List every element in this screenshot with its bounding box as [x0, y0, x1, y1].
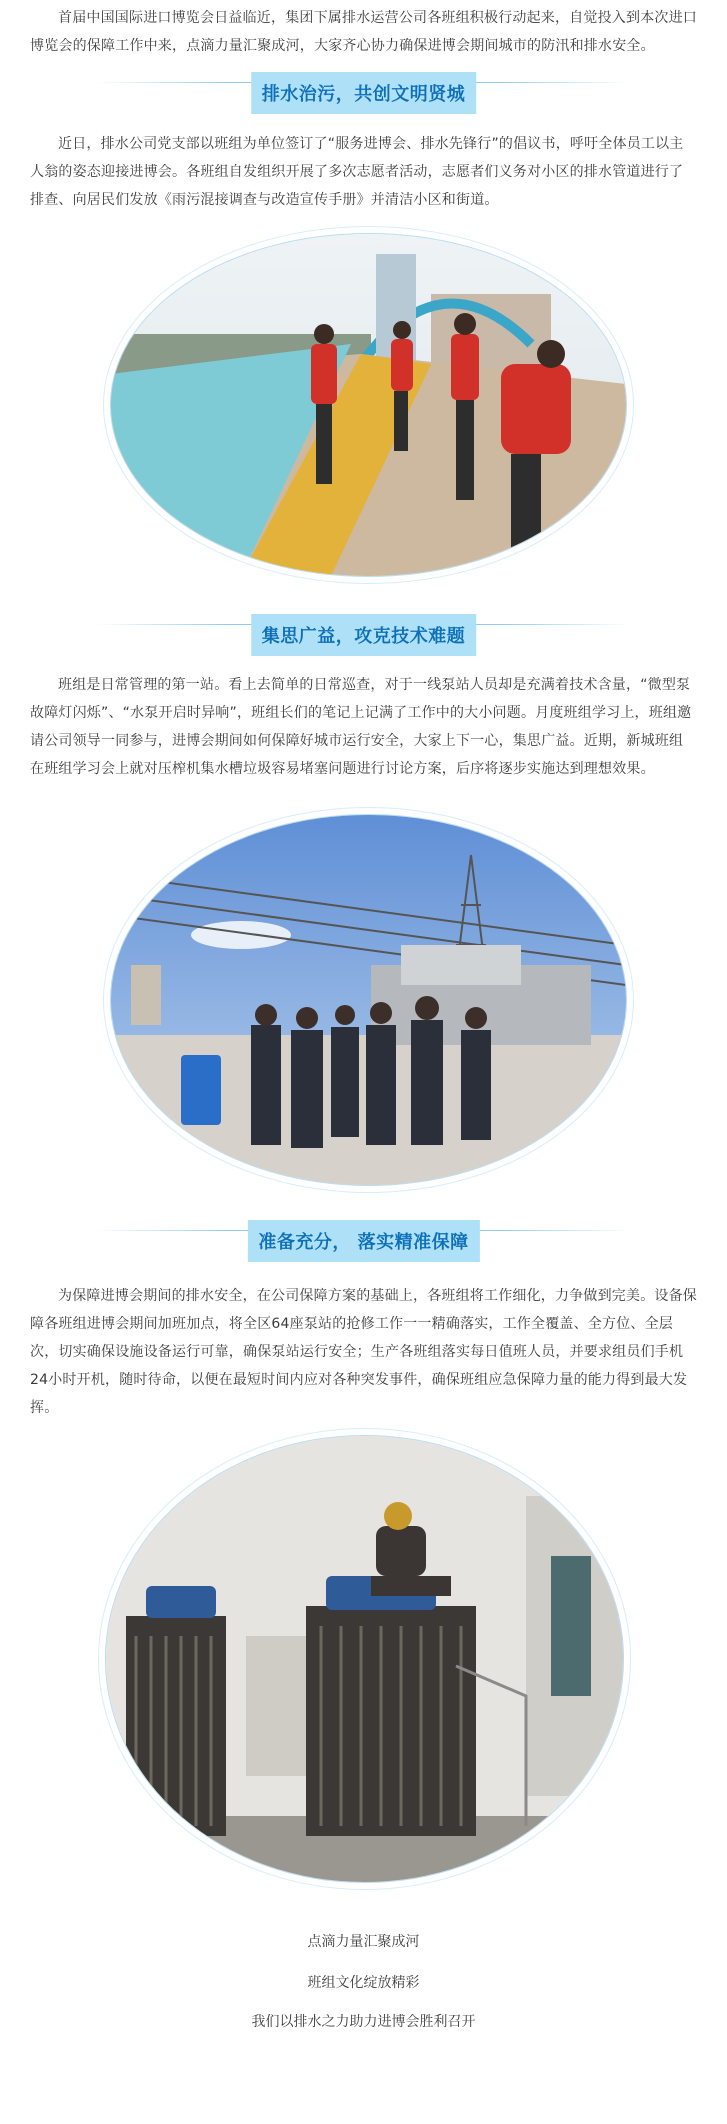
pump-station-repair-photo [105, 1435, 624, 1883]
volunteer-cleaning-photo [110, 233, 627, 577]
team-inspection-photo [110, 814, 627, 1186]
section-paragraph: 为保障进博会期间的排水安全，在公司保障方案的基础上，各班组将工作细化，力争做到完美。设备保障各班组进博会期间加班加点，将全区64座泵站的抢修工作一一精确落实，工作全覆盖、全方位、全层次，切实确保设施设备运行可靠，确保泵站运行安全；生产各班组落实每日值班人员，并要求组员们手机24小时开机，随时待命，以便在最短时间内应对各种突发事件，确保班组应急保障力量的能力得到最大发挥。 [30, 1288, 697, 1416]
section-paragraph: 班组是日常管理的第一站。看上去简单的日常巡查，对于一线泵站人员却是充满着技术含量，“微型泵故障灯闪烁”、“水泵开启时异响”，班组长们的笔记上记满了工作中的大小问题。月度班组学习上，班组邀请公司领导一同参与，进博会期间如何保障好城市运行安全，大家上下一心，集思广益。近期，新城班组在班组学习会上就对压榨机集水槽垃圾容易堵塞问题进行讨论方案，后序将逐步实施达到理想效果。 [30, 677, 692, 777]
closing-line-2: 班组文化绽放精彩 [307, 1975, 420, 1991]
section-title: 集思广益，攻克技术难题 [251, 614, 477, 656]
section-header-1 [96, 70, 631, 130]
section-title: 准备充分， 落实精准保障 [247, 1220, 479, 1262]
section-header-2 [96, 612, 631, 672]
section-title: 排水治污，共创文明贤城 [251, 72, 477, 114]
closing-line-1: 点滴力量汇聚成河 [307, 1934, 420, 1950]
intro-paragraph: 首届中国国际进口博览会日益临近，集团下属排水运营公司各班组积极行动起来，自觉投入到本次进口博览会的保障工作中来，点滴力量汇聚成河，大家齐心协力确保进博会期间城市的防汛和排水安全。 [30, 10, 697, 54]
section-paragraph: 近日，排水公司党支部以班组为单位签订了“服务进博会、排水先锋行”的倡议书，呼吁全体员工以主人翁的姿态迎接进博会。各班组自发组织开展了多次志愿者活动，志愿者们义务对小区的排水管道进行了排查、向居民们发放《雨污混接调查与改造宣传手册》并清洁小区和街道。 [30, 136, 684, 208]
section-header-3 [96, 1218, 631, 1278]
closing-line-3: 我们以排水之力助力进博会胜利召开 [251, 2014, 476, 2030]
